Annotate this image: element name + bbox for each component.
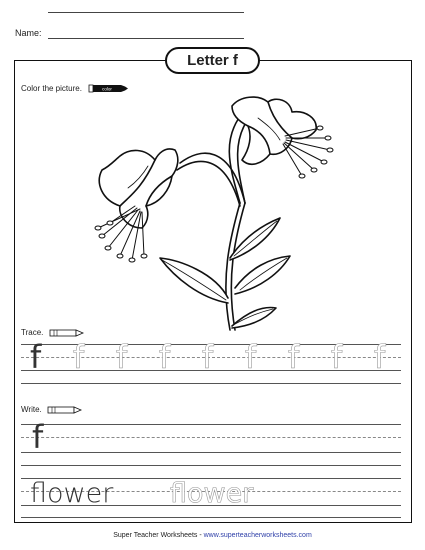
trace-letter[interactable]: f <box>73 338 85 376</box>
word-trace[interactable]: flower <box>170 478 254 509</box>
trace-instruction <box>21 328 85 337</box>
pencil-icon <box>49 329 85 337</box>
trace-label: Trace. <box>21 328 44 337</box>
footer-url[interactable]: www.superteacherworksheets.com <box>203 532 312 539</box>
footer-text: Super Teacher Worksheets - <box>113 532 204 539</box>
trace-letter[interactable]: f <box>202 338 214 376</box>
word-bottom-line <box>21 517 401 518</box>
pencil-icon <box>47 406 83 414</box>
trace-letter: f <box>30 338 42 376</box>
flower-picture[interactable] <box>80 88 350 336</box>
write-mid-line <box>21 437 401 438</box>
write-base-line <box>21 452 401 453</box>
write-instruction <box>21 405 83 414</box>
color-instruction-text: Color the picture. <box>21 84 82 93</box>
top-line <box>48 12 244 13</box>
trace-letter[interactable]: f <box>116 338 128 376</box>
trace-letter[interactable]: f <box>331 338 343 376</box>
write-bottom-line <box>21 465 401 466</box>
page-title <box>165 47 260 74</box>
title-text: Letter f <box>187 52 238 69</box>
write-top-line <box>21 424 401 425</box>
name-line[interactable] <box>48 38 244 39</box>
trace-letter[interactable]: f <box>374 338 386 376</box>
trace-letter[interactable]: f <box>245 338 257 376</box>
trace-bottom-line <box>21 383 401 384</box>
name-label: Name: <box>15 28 42 38</box>
word-example: flower <box>30 478 114 509</box>
trace-letter[interactable]: f <box>159 338 171 376</box>
write-example-letter: f <box>32 418 44 456</box>
footer <box>0 532 425 539</box>
crayon-label: color <box>102 86 113 92</box>
trace-letter[interactable]: f <box>288 338 300 376</box>
write-label: Write. <box>21 405 42 414</box>
